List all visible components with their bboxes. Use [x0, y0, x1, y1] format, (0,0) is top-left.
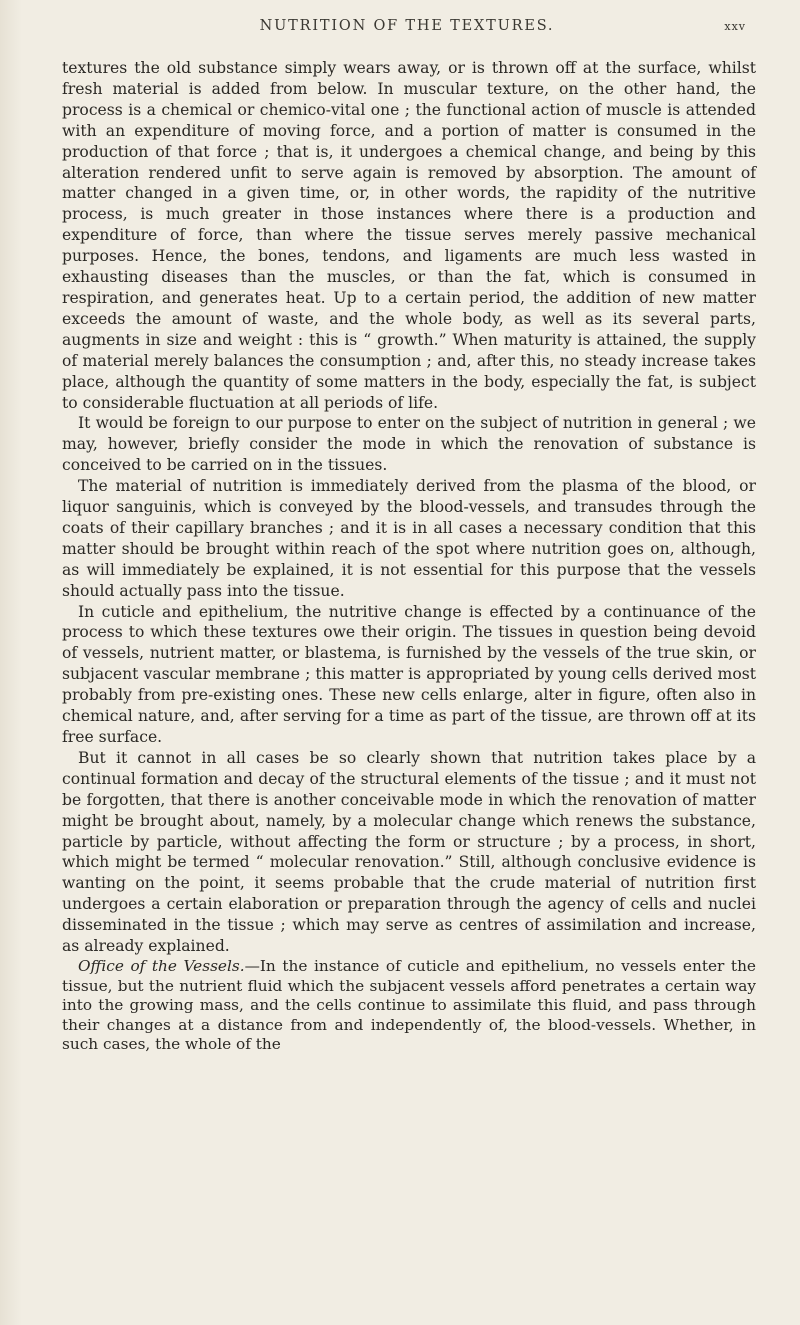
scan-shadow-edge	[0, 0, 22, 1325]
side-heading-office-of-vessels: Office of the Vessels.	[78, 956, 245, 975]
paragraph-5: But it cannot in all cases be so clearly shown that nutrition takes place by a continual formation and decay of the structural elements of the tissue ; and it must not be forgotten, that there is another conceivable mode in which the renovation of matter might be brought about, namely, by a molecular change which renews the substance, particle by particle, without affecting the form or structure ; by a process, in short, which might be termed “ molecular renovation.” Still, although conclusive evidence is wanting on the point, it seems probable that the crude material of nutrition first undergoes a certain elaboration or preparation through the agency of cells and nuclei disseminated in the tissue ; which may serve as centres of assimilation and increase, as already explained.	[62, 748, 756, 956]
running-title: NUTRITION OF THE TEXTURES.	[259, 18, 555, 34]
paragraph-6	[62, 957, 756, 1055]
paragraph-4: In cuticle and epithelium, the nutritive change is effected by a continuance of the process to which these textures owe their origin. The tissues in question being devoid of vessels, nutrient matter, or blastema, is furnished by the vessels of the true skin, or subjacent vascular membrane ; this matter is appropriated by young cells derived most probably from pre-existing ones. These new cells enlarge, alter in figure, often also in chemical nature, and, after serving for a time as part of the tissue, are thrown off at its free surface.	[62, 602, 756, 746]
paragraph-2: It would be foreign to our purpose to enter on the subject of nutrition in general ; we may, however, briefly consider the mode in which the renovation of substance is conceived to be carried on in the tissues.	[62, 414, 756, 475]
paragraph-1: textures the old substance simply wears away, or is thrown off at the surface, whilst fresh material is added from below. In muscular texture, on the other hand, the process is a chemical or chemico-vital one ; the functional action of muscle is attended with an expenditure of moving force, and a portion of matter is consumed in the production of that force ; that is, it undergoes a chemical change, and being by this alteration rendered unfit to serve again is removed by absorption. The amount of matter changed in a given time, or, in other words, the rapidity of the nutritive process, is much greater in those instances where there is a production and expenditure of force, than where the tissue serves merely passive mechanical purposes. Hence, the bones, tendons, and ligaments are much less wasted in exhausting diseases than the muscles, or than the fat, which is consumed in respiration, and generates heat. Up to a certain period, the addition of new matter exceeds the amount of waste, and the whole body, as well as its several parts, augments in size and weight : this is “ growth.” When maturity is attained, the supply of material merely balances the consumption ; and, after this, no steady increase takes place, although the quantity of some matters in the body, especially the fat, is subject to considerable fluctuation at all periods of life.	[62, 59, 756, 412]
paragraph-6-text: —In the instance of cuticle and epithelium, no vessels enter the tissue, but the nutrient fluid which the subjacent vessels afford penetrates a certain way into the growing mass, and the cells continue to assimilate this fluid, and pass through their changes at a distance from and independently of, the blood-vessels. Whether, in such cases, the whole of the	[62, 956, 756, 1054]
paragraph-3: The material of nutrition is immediately derived from the plasma of the blood, or liquor sanguinis, which is conveyed by the blood-vessels, and transudes through the coats of their capillary branches ; and it is in all cases a necessary condition that this matter should be brought within reach of the spot where nutrition goes on, although, as will immediately be explained, it is not essential for this purpose that the vessels should actually pass into the tissue.	[62, 477, 756, 600]
body-text	[62, 58, 756, 1055]
page-number: xxv	[724, 20, 746, 33]
running-head	[62, 18, 752, 40]
